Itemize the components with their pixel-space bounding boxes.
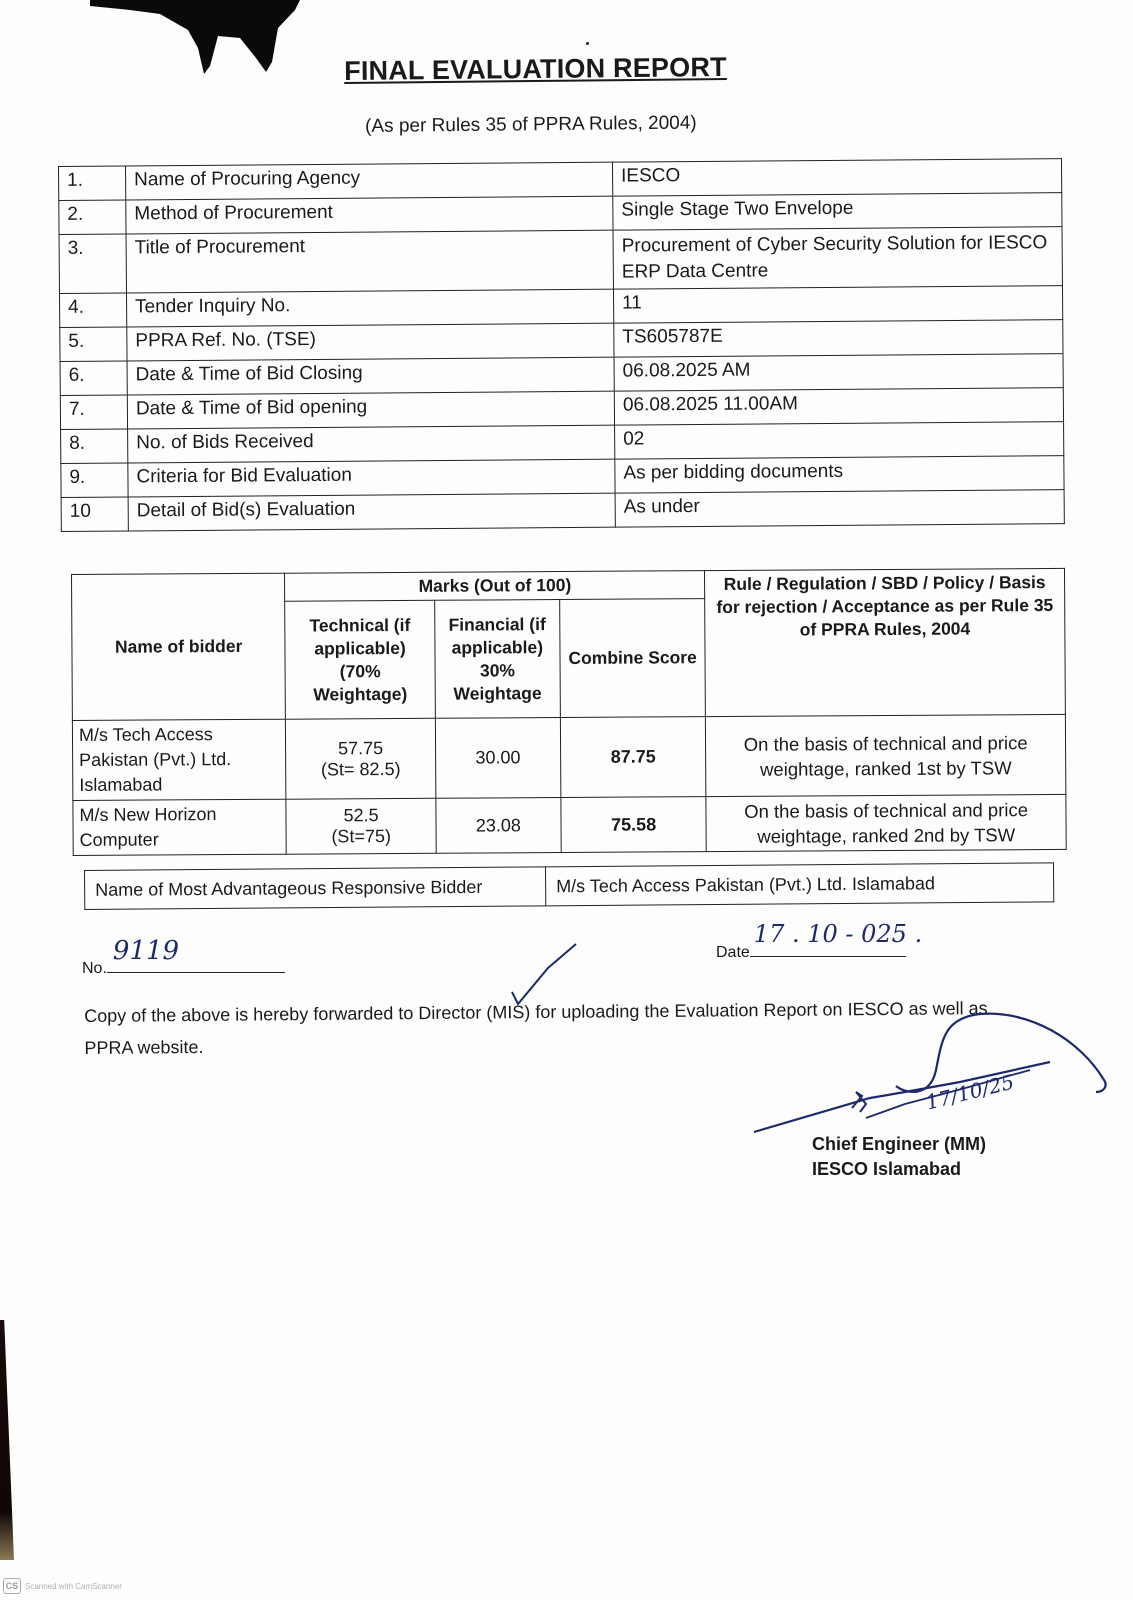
row-number: 3. — [59, 234, 126, 294]
row-label: Method of Procurement — [126, 196, 613, 234]
row-label: No. of Bids Received — [128, 425, 615, 463]
forwarding-note: Copy of the above is hereby forwarded to Director (MIS) for uploading the Evaluation Report on IESCO as well as PPRA website. — [84, 998, 988, 1058]
row-value: IESCO — [612, 159, 1061, 197]
reference-date-field — [750, 920, 923, 957]
scan-edge-shadow — [0, 1320, 14, 1560]
table-row — [85, 863, 1054, 910]
combined-score: 87.75 — [560, 717, 706, 798]
table-row — [61, 490, 1064, 532]
reference-number-value: 9119 — [112, 936, 180, 966]
row-label: Date & Time of Bid Closing — [127, 357, 614, 395]
evaluation-basis: On the basis of technical and price weightage, ranked 1st by TSW — [706, 714, 1066, 796]
financial-score: 30.00 — [435, 718, 561, 799]
row-value: Procurement of Cyber Security Solution for IESCO ERP Data Centre — [613, 227, 1062, 290]
bidder-name: M/s Tech Access Pakistan (Pvt.) Ltd. Islamabad — [72, 719, 286, 800]
row-number: 4. — [60, 293, 127, 328]
ink-dot — [586, 42, 589, 45]
row-number: 8. — [61, 429, 128, 464]
scanner-watermark — [3, 1578, 122, 1594]
camscanner-logo-icon: CS — [3, 1578, 21, 1594]
row-number: 2. — [59, 200, 126, 235]
header-basis: Rule / Regulation / SBD / Policy / Basis for rejection / Acceptance as per Rule 35 of PPRA Rules, 2004 — [705, 568, 1066, 716]
technical-weighted: 57.75 — [338, 737, 384, 758]
row-value: 06.08.2025 11.00AM — [614, 388, 1063, 426]
row-value: 02 — [615, 422, 1064, 460]
header-bidder-name: Name of bidder — [72, 573, 286, 720]
signatory-office: IESCO Islamabad — [812, 1159, 962, 1179]
signatory-block — [812, 1132, 986, 1182]
reference-date-value: 17 . 10 - 025 . — [753, 920, 923, 948]
ink-blot — [90, 0, 300, 80]
row-number: 6. — [60, 361, 127, 396]
row-value: 06.08.2025 AM — [614, 354, 1063, 392]
row-value: As per bidding documents — [615, 456, 1064, 494]
row-label: Criteria for Bid Evaluation — [128, 459, 615, 497]
header-row — [72, 568, 1065, 602]
combined-score: 75.58 — [561, 797, 707, 853]
header-financial: Financial (if applicable) 30% Weightage — [434, 600, 560, 719]
reference-date — [716, 920, 923, 962]
row-label: Detail of Bid(s) Evaluation — [128, 493, 615, 531]
bidder-row — [72, 714, 1065, 800]
row-label: Date & Time of Bid opening — [127, 391, 614, 429]
bidder-name: M/s New Horizon Computer — [73, 799, 287, 855]
signatory-designation: Chief Engineer (MM) — [812, 1134, 986, 1154]
reference-number-field — [107, 936, 285, 973]
technical-weighted: 52.5 — [343, 805, 379, 826]
financial-score: 23.08 — [436, 798, 562, 854]
row-label: Name of Procuring Agency — [126, 162, 613, 200]
signature-initial — [852, 1092, 866, 1112]
page-title: FINAL EVALUATION REPORT — [344, 51, 727, 86]
header-combined: Combine Score — [560, 599, 706, 718]
technical-standard: (St=75) — [331, 826, 391, 847]
bidder-row — [73, 794, 1066, 855]
technical-standard: (St= 82.5) — [320, 758, 401, 779]
scanner-text: Scanned with CamScanner — [25, 1581, 122, 1591]
technical-score — [286, 718, 436, 799]
most-advantageous-label: Name of Most Advantageous Responsive Bidder — [85, 867, 546, 910]
row-number: 9. — [61, 463, 128, 498]
reference-date-label: Date — [716, 944, 750, 961]
row-value: Single Stage Two Envelope — [613, 193, 1062, 231]
most-advantageous-bidder-table — [84, 862, 1054, 910]
evaluation-basis: On the basis of technical and price weightage, ranked 2nd by TSW — [706, 794, 1066, 851]
header-marks-group: Marks (Out of 100) — [285, 571, 705, 602]
reference-number — [82, 936, 285, 978]
row-number: 7. — [60, 395, 127, 430]
bid-evaluation-table — [71, 568, 1067, 856]
page-subtitle: (As per Rules 35 of PPRA Rules, 2004) — [365, 112, 697, 137]
procurement-info-table — [58, 158, 1065, 532]
row-value: As under — [615, 490, 1064, 528]
most-advantageous-value: M/s Tech Access Pakistan (Pvt.) Ltd. Islamabad — [545, 863, 1053, 906]
reference-number-label: No. — [82, 960, 107, 977]
row-label: Tender Inquiry No. — [126, 289, 613, 327]
row-label: Title of Procurement — [126, 230, 613, 293]
header-technical: Technical (if applicable) (70% Weightage) — [285, 600, 435, 719]
row-number: 10 — [61, 497, 128, 532]
row-value: TS605787E — [614, 320, 1063, 358]
row-value: 11 — [613, 286, 1062, 324]
technical-score — [286, 798, 436, 854]
row-number: 5. — [60, 327, 127, 362]
table-row — [59, 227, 1062, 294]
row-number: 1. — [59, 166, 126, 201]
row-label: PPRA Ref. No. (TSE) — [127, 323, 614, 361]
signature-date: 17/10/25 — [923, 1069, 1017, 1115]
